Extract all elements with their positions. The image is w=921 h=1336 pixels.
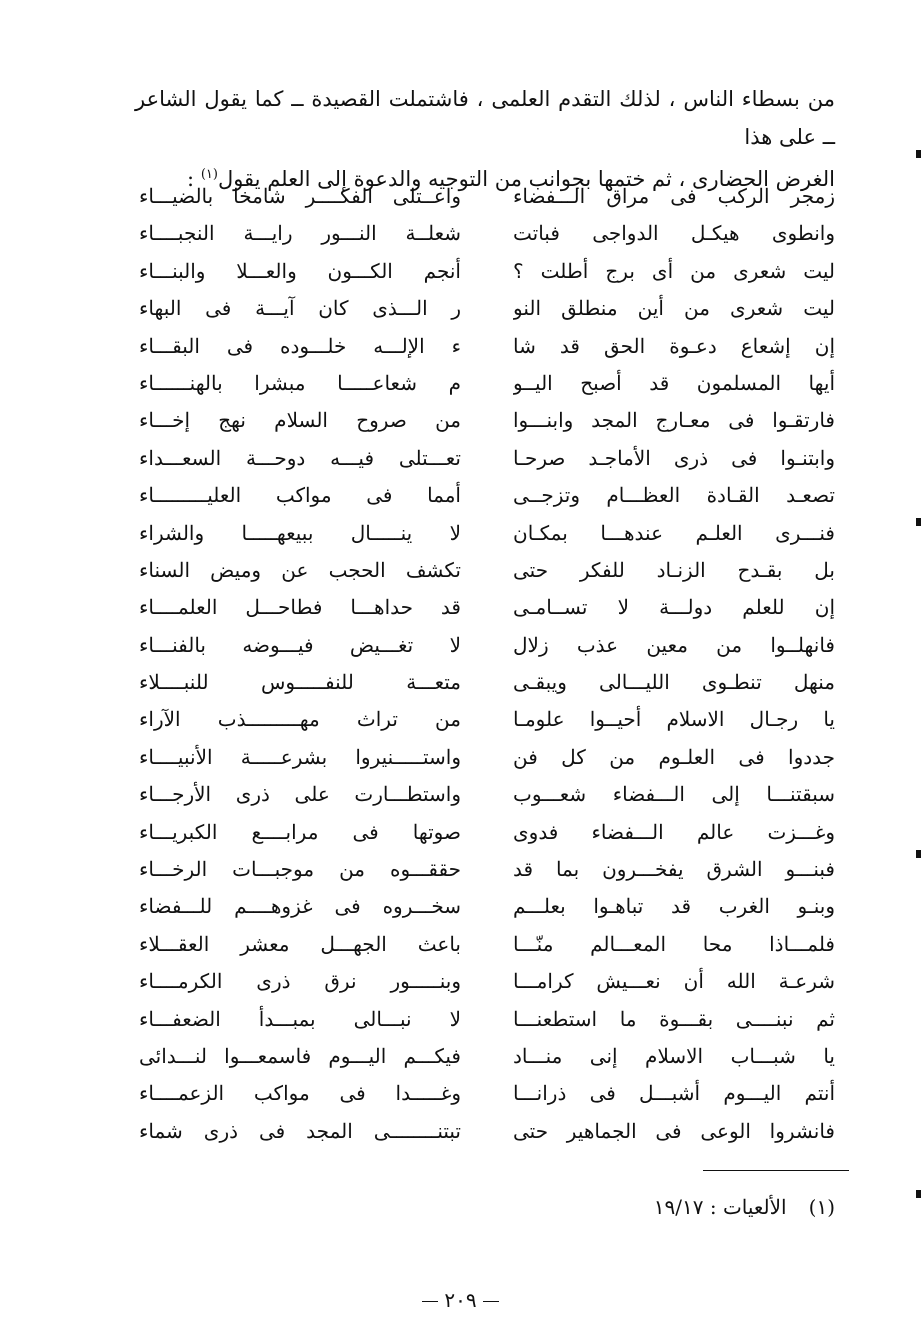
verse-first-hemistich: ليت شعرى من أى برج أطلت ؟ bbox=[513, 258, 835, 283]
intro-line-2-end: : bbox=[187, 167, 201, 191]
verse-second-hemistich: من تراث مهـــــــــذب الآراء bbox=[139, 707, 461, 732]
verse-second-hemistich: باعث الجهـــل معشر العقـــلاء bbox=[139, 931, 461, 956]
verse-first-hemistich: فانشروا الوعى فى الجماهير حتى bbox=[513, 1118, 835, 1143]
verse-second-hemistich: واعــتلى الفكــــر شامخا بالضيـــاء bbox=[139, 184, 461, 208]
verse-first-hemistich: إن للعلم دولـــة لا تســامـى bbox=[513, 595, 835, 620]
verse-second-hemistich: سخـــروه فى غزوهــــم للـــفضاء bbox=[139, 894, 461, 919]
verse-second-hemistich: حققـــوه من موجبـــات الرخـــاء bbox=[139, 857, 461, 882]
verse-first-hemistich: وانطوى هيكـل الدواجى فباتت bbox=[513, 221, 835, 246]
verse-first-hemistich: فارتقـوا فى معـارج المجد وابنـــوا bbox=[513, 408, 835, 433]
verse-second-hemistich: أنجم الكـــون والعـــلا والبنـــاء bbox=[139, 258, 461, 283]
verse-first-hemistich: تصعـد القـادة العظـــام وتزجــى bbox=[513, 483, 835, 508]
verse-first-hemistich: فانهلــوا من معين عذب زلال bbox=[513, 632, 835, 657]
verse-first-hemistich: زمجر الركب فى مراق الـــفضاء bbox=[513, 184, 835, 208]
intro-line-1: من بسطاء الناس ، لذلك التقدم العلمى ، فاشتملت القصيدة ــ كما يقول الشاعر ــ على هذا bbox=[135, 87, 835, 149]
page-number bbox=[0, 1288, 921, 1312]
verse-second-hemistich: من صروح السلام نهج إخـــاء bbox=[139, 408, 461, 433]
verse-first-hemistich: ليت شعرى من أين منطلق النو bbox=[513, 296, 835, 321]
verse-first-hemistich: أيها المسلمون قد أصبح اليــو bbox=[513, 370, 835, 395]
verse-first-hemistich: إن إشعاع دعـوة الحق قد شا bbox=[513, 333, 835, 358]
footnote bbox=[654, 1195, 835, 1219]
verse-first-hemistich: وابتنـوا فى ذرى الأماجـد صرحـا bbox=[513, 445, 835, 470]
scan-edge-mark bbox=[916, 1190, 921, 1198]
verse-first-hemistich: أنتم اليـــوم أشبـــل فى ذرانـــا bbox=[513, 1081, 835, 1106]
intro-line-2-text: الغرض الحضارى ، ثم ختمها بجوانب من التوجيه والدعوة إلى العلم يقول bbox=[217, 167, 835, 191]
verse-second-hemistich: شعلــة النـــور رايـــة النجبــــاء bbox=[139, 221, 461, 246]
scan-edge-mark bbox=[916, 518, 921, 526]
verse-first-hemistich: يا رجـال الاسلام أحيــوا علومـا bbox=[513, 707, 835, 732]
verse-second-hemistich: لا تغـــيض فيـــوضه بالفنـــاء bbox=[139, 632, 461, 657]
verse-second-hemistich: أمما فى مواكب العليـــــــــاء bbox=[139, 483, 461, 508]
footnote-divider bbox=[703, 1170, 849, 1171]
footnote-number: (١) bbox=[808, 1195, 835, 1219]
verse-second-hemistich: متعـــة للنفـــــوس للنبــــلاء bbox=[139, 670, 461, 695]
footnote-reference: (١) bbox=[200, 167, 218, 182]
verse-first-hemistich: منهل تنطـوى الليـــالى ويبقـى bbox=[513, 670, 835, 695]
verse-first-hemistich: جددوا فى العلـوم من كل فن bbox=[513, 744, 835, 769]
verse-first-hemistich: ثم نبنــــى بقـــوة ما استطعنـــا bbox=[513, 1006, 835, 1031]
verse-first-hemistich: فلمـــاذا محا المعـــالم منّـــا bbox=[513, 931, 835, 956]
verse-second-hemistich: صوتها فى مرابــــع الكبريـــاء bbox=[139, 819, 461, 844]
verse-second-hemistich: قد حداهـــا فطاحـــل العلمــــاء bbox=[139, 595, 461, 620]
verse-second-hemistich: م شعاعـــــا مبشرا بالهنــــــاء bbox=[139, 370, 461, 395]
scan-edge-mark bbox=[916, 850, 921, 858]
page-number-dash-left bbox=[422, 1301, 438, 1302]
footnote-text: الألعيات : ١٩/١٧ bbox=[653, 1195, 787, 1219]
verse-second-hemistich: تبتنــــــــى المجد فى ذرى شماء bbox=[139, 1118, 461, 1143]
verse-second-hemistich: تعـــتلى فيـــه دوحـــة السعـــداء bbox=[139, 445, 461, 470]
verse-first-hemistich: بل بقـدح الزنـاد للفكر حتى bbox=[513, 557, 835, 582]
poem-column-second-hemistichs bbox=[139, 178, 461, 1150]
verse-first-hemistich: وغـــزت عالم الـــفضاء فدوى bbox=[513, 819, 835, 844]
verse-second-hemistich: ء الإلـــه خلـــوده فى البقـــاء bbox=[139, 333, 461, 358]
page-number-dash-right bbox=[483, 1301, 499, 1302]
verse-second-hemistich: فيكـــم اليـــوم فاسمعـــوا لنـــدائى bbox=[139, 1043, 461, 1068]
verse-second-hemistich: تكشف الحجب عن وميض السناء bbox=[139, 557, 461, 582]
page-number-value: ٢٠٩ bbox=[444, 1288, 477, 1312]
verse-second-hemistich: وبنـــــور نرق ذرى الكرمــــاء bbox=[139, 969, 461, 994]
scan-edge-mark bbox=[916, 150, 921, 158]
verse-second-hemistich: لا نبـــالى بمبـــدأ الضعفـــاء bbox=[139, 1006, 461, 1031]
verse-second-hemistich: لا ينـــــال ببيعهـــــا والشراء bbox=[139, 520, 461, 545]
verse-second-hemistich: ر الـــذى كان آيـــة فى البهاء bbox=[139, 296, 461, 321]
verse-first-hemistich: فبنـــو الشرق يفخـــرون بما قد bbox=[513, 857, 835, 882]
verse-first-hemistich: يا شبـــاب الاسلام إنى منـــاد bbox=[513, 1043, 835, 1068]
verse-second-hemistich: وغـــــدا فى مواكب الزعمــــاء bbox=[139, 1081, 461, 1106]
verse-first-hemistich: وبنـو الغرب قد تباهـوا بعلـــم bbox=[513, 894, 835, 919]
verse-second-hemistich: واستطـــارت على ذرى الأرجـــاء bbox=[139, 782, 461, 807]
verse-first-hemistich: سبقتنـــا إلى الـــفضاء شعـــوب bbox=[513, 782, 835, 807]
verse-first-hemistich: شرعـة الله أن نعـــيش كرامـــا bbox=[513, 969, 835, 994]
verse-first-hemistich: فنـــرى العلـم عندهـــا بمكـان bbox=[513, 520, 835, 545]
verse-second-hemistich: واستـــــنيروا بشرعـــــة الأنبيــــاء bbox=[139, 744, 461, 769]
poem-column-first-hemistichs bbox=[513, 178, 835, 1150]
